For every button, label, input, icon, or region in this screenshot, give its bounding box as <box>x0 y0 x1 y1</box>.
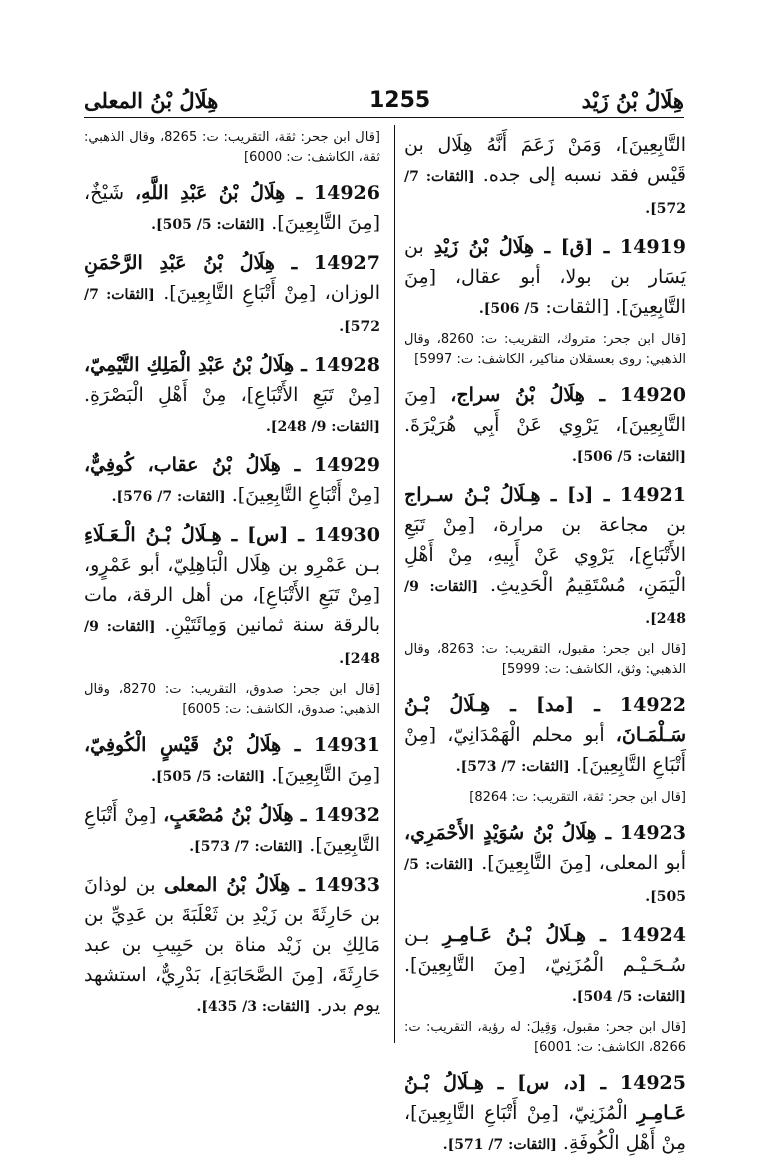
left-column <box>84 130 380 1030</box>
entry-heading: 14929 ـ هِلَالُ بْنُ عقاب، كُوفِيٌّ، <box>84 454 380 476</box>
entry-text: الْمُزَنِيّ، [مِنْ أَتْبَاعِ التَّابِعِينَ]، مِنْ أَهْلِ الْكُوفَةِ. <box>404 1102 686 1154</box>
entry-heading: 14933 ـ هِلَالُ بْنُ المعلى <box>163 874 380 896</box>
page-number: 1255 <box>369 88 431 113</box>
biography-entry <box>404 690 686 782</box>
entry-text: [مِنْ أَتْبَاعِ التَّابِعِينَ]. <box>84 804 380 856</box>
source-reference: [الثقات: 7/ 573]. <box>455 759 570 775</box>
entry-heading: 14924 ـ هِـلَالُ بْـنُ عَـامِـرِ <box>442 924 686 946</box>
entry-text: بـن سُـحَـيْـم الْمُزَنِيّ، [مِنَ التَّابِعِينَ]. <box>404 924 686 976</box>
column-separator <box>394 125 395 1043</box>
entry-heading: 14925 ـ [د، س] ـ هِـلَالُ بْـنُ عَـامِـرِ <box>404 1072 686 1124</box>
entry-text: أبو محلم الْهَمْدَانِيّ، [مِنْ أَتْبَاعِ التَّابِعِينَ]. <box>404 724 686 776</box>
footnote-reference: [قال ابن جحر: مقبول، وَقِيلَ: له رؤية، التقريب: ت: 8266، الكاشف: ت: 6001] <box>404 1020 686 1055</box>
source-reference: [الثقات: 9/ 248]. <box>84 619 380 667</box>
entry-heading: 14931 ـ هِلَالُ بْنُ قَيْسٍ الْكُوفِيّ، <box>84 734 380 756</box>
entry-text: [مِنَ التَّابِعِينَ]، يَرْوِي عَنْ أَبِي هُرَيْرَةَ. <box>404 384 686 436</box>
footnote-reference: [قال ابن جحر: صدوق، التقريب: ت: 8270، وقال الذهبي: صدوق، الكاشف: ت: 6005] <box>84 682 380 717</box>
source-reference: [الثقات: 5/ 504]. <box>571 989 686 1005</box>
biography-entry <box>404 480 686 634</box>
right-column <box>404 130 686 1168</box>
entry-text: التَّابِعِينَ]، وَمَنْ زَعَمَ أَنَّهُ هِلَال بن قَيْس فقد نسبه إلى جده. <box>404 134 686 186</box>
entry-text: بن يَسَار بن بولا، أبو عقال، [مِنَ التَّابِعِينَ]. [الثقات: <box>404 236 686 318</box>
entry-text: بـن عَمْرِو بن هِلَال الْبَاهِلِيّ، أبو عَمْرٍو، [مِنْ تَبَعِ الأَتْبَاعِ]، من أهل الرقة، مات بالرقة سنة ثمانين وَمِائَتَيْنِ. <box>84 554 381 636</box>
entry-text: [مِنَ التَّابِعِينَ]. <box>271 764 380 786</box>
entry-text: [مِنْ تَبَعِ الأَتْبَاعِ]، مِنْ أَهْلِ الْبَصْرَةِ. <box>84 384 380 406</box>
footnote-reference: [قال ابن جحر: مقبول، التقريب: ت: 8263، وقال الذهبي: وثق، الكاشف: ت: 5999] <box>404 642 686 677</box>
biography-entry <box>404 130 686 224</box>
source-reference: [الثقات: 3/ 435]. <box>196 999 311 1015</box>
footnote-reference: [قال ابن جحر: متروك، التقريب: ت: 8260، وقال الذهبي: روى بعسقلان مناكير، الكاشف: ت: 5997] <box>404 332 686 367</box>
biography-entry <box>404 380 686 472</box>
entry-heading: 14923 ـ هِلَالُ بْنُ سُوَيْدٍ الأَحْمَرِي، <box>404 822 686 844</box>
entry-heading: 14932 ـ هِلَالُ بْنُ مُصْعَبٍ، <box>163 804 381 826</box>
entry-heading: 14921 ـ [د] ـ هِـلَالُ بْـنُ سـراج <box>404 484 686 506</box>
entry-text: [مِنْ أَتْبَاعِ التَّابِعِينَ]. <box>231 484 380 506</box>
header-left-title: هِلَالُ بْنُ المعلى <box>84 88 219 113</box>
entry-text: أبو المعلى، [مِنَ التَّابِعِينَ]. <box>481 852 687 874</box>
biography-entry <box>404 920 686 1012</box>
biography-entry <box>84 520 380 674</box>
entry-text: الوزان، [مِنْ أَتْبَاعِ التَّابِعِينَ]. <box>163 282 381 304</box>
biography-entry <box>84 870 380 1022</box>
biography-entry <box>84 248 380 342</box>
biography-entry <box>84 450 380 512</box>
source-reference: [الثقات: 7/ 576]. <box>111 489 226 505</box>
source-reference: [الثقات: 7/ 572]. <box>84 287 380 335</box>
biography-entry <box>404 1068 686 1160</box>
source-reference: [الثقات: 7/ 572]. <box>404 169 686 217</box>
entry-heading: 14919 ـ [ق] ـ هِلَالُ بْنُ زَيْدِ <box>433 236 686 258</box>
source-reference: [الثقات: 5/ 505]. <box>404 857 686 905</box>
source-reference: [الثقات: 7/ 571]. <box>442 1137 557 1153</box>
running-header <box>84 88 684 116</box>
source-reference: [الثقات: 9/ 248]. <box>404 579 686 627</box>
footnote-reference: [قال ابن جحر: ثقة، التقريب: ت: 8265، وقال الذهبي: ثقة، الكاشف: ت: 6000] <box>84 130 380 165</box>
entry-heading: 14920 ـ هِلَالُ بْنُ سراج، <box>450 384 686 406</box>
entry-text: بن لوذانَ بن حَارِثَةَ بن زَيْدِ بن ثَعْلَبَةَ بن عَدِيِّ بن مَالِكِ بن زَيْد مناة بن حَبِيبِ بن عبد حَارِثَةَ، [مِنَ الصَّحَابَةِ]، بَدْرِيٌّ، استشهد يوم بدر. <box>84 874 380 1016</box>
biography-entry <box>404 232 686 324</box>
entry-heading: 14928 ـ هِلَالُ بْنُ عَبْدِ الْمَلِكِ التَّيْمِيّ، <box>84 354 380 376</box>
entry-heading: 14922 ـ [مد] ـ هِـلَالُ بْـنُ سَـلْمَـانَ، <box>404 694 686 746</box>
biography-entry <box>84 800 380 862</box>
entry-text: بن مجاعة بن مرارة، [مِنْ تَبَعِ الأَتْبَاعِ]، يَرْوِي عَنْ أَبِيهِ، مِنْ أَهْلِ الْيَمَنِ، مُسْتَقِيمُ الْحَدِيثِ. <box>404 514 686 596</box>
source-reference: [الثقات: 7/ 573]. <box>189 839 304 855</box>
entry-heading: 14930 ـ [س] ـ هِـلَالُ بْـنُ الْـعَـلَاءِ <box>84 524 380 546</box>
entry-heading: 14927 ـ هِلَالُ بْنُ عَبْدِ الرَّحْمَنِ <box>84 252 380 274</box>
source-reference: [الثقات: 5/ 506]. <box>571 449 686 465</box>
source-reference: [الثقات: 5/ 505]. <box>151 217 266 233</box>
entry-text: شَيْخٌ، [مِنَ التَّابِعِينَ]. <box>84 182 380 234</box>
source-reference: [الثقات: 9/ 248]. <box>265 419 380 435</box>
entry-heading: 14926 ـ هِلَالُ بْنُ عَبْدِ اللَّهِ، <box>135 182 380 204</box>
source-reference: 5/ 506]. <box>478 301 540 317</box>
header-rule <box>84 117 684 118</box>
footnote-reference: [قال ابن جحر: ثقة، التقريب: ت: 8264] <box>469 790 686 805</box>
header-right-title: هِلَالُ بْنُ زَيْد <box>581 88 684 113</box>
biography-entry <box>84 730 380 792</box>
source-reference: [الثقات: 5/ 505]. <box>151 769 266 785</box>
biography-entry <box>84 178 380 240</box>
biography-entry <box>404 818 686 912</box>
biography-entry <box>84 350 380 442</box>
